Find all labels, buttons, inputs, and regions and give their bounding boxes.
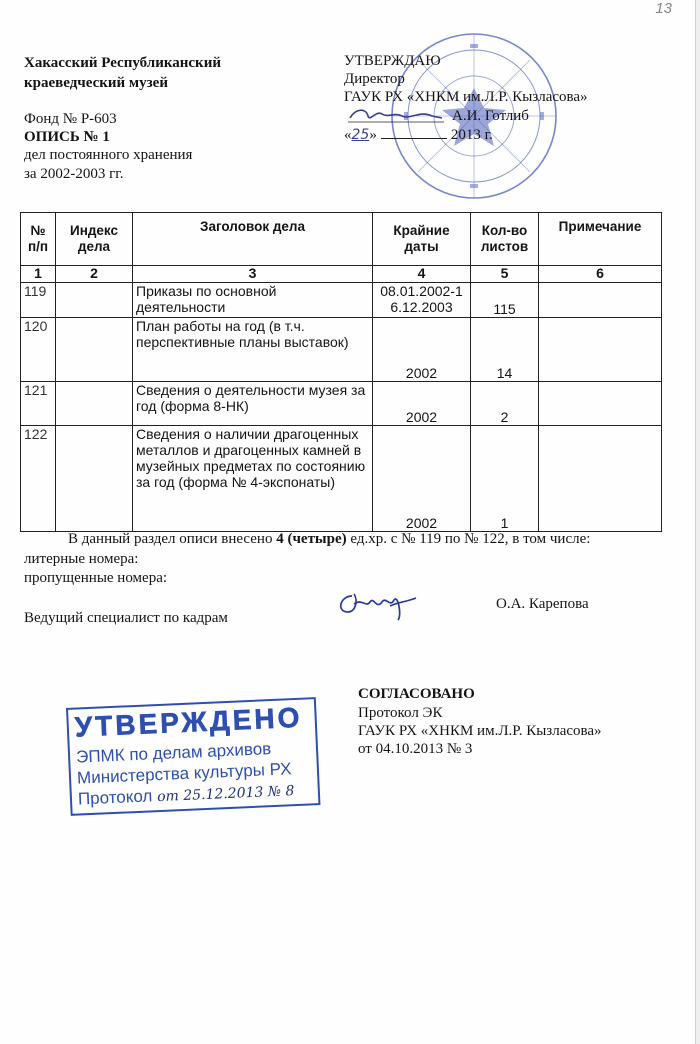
- row-index: [56, 283, 133, 318]
- signer-position: Ведущий специалист по кадрам: [24, 610, 228, 626]
- row-dates: 2002: [373, 318, 471, 382]
- row-sheets: 14: [471, 318, 539, 382]
- stamp-line-2: Министерства культуры РХ: [76, 759, 292, 788]
- approval-date-close: »: [369, 127, 377, 143]
- col-number-2: 2: [56, 266, 133, 283]
- approval-position: Директор: [344, 71, 405, 87]
- agreed-line-1: Протокол ЭК: [358, 705, 443, 721]
- row-dates: 2002: [373, 382, 471, 426]
- row-title: План работы на год (в т.ч. перспективные планы выставок): [133, 318, 373, 382]
- stamp-protocol-handwritten: от 25.12.2013 № 8: [156, 783, 295, 806]
- approval-name: А.И. Готлиб: [452, 108, 529, 124]
- header-no: № п/п: [21, 213, 56, 266]
- approval-date-open: «: [344, 127, 352, 143]
- col-number-6: 6: [539, 266, 662, 283]
- inventory-table: [20, 212, 662, 532]
- row-note: [539, 382, 662, 426]
- summary-suffix: ед.хр. с № 119 по № 122, в том числе:: [350, 531, 591, 547]
- org-line-1: Хакасский Республиканский: [24, 55, 221, 71]
- col-number-4: 4: [373, 266, 471, 283]
- specialist-signature-icon: [332, 586, 422, 622]
- stamp-protocol-label: Протокол: [77, 786, 153, 809]
- row-index: [56, 382, 133, 426]
- opis-subtitle-2: за 2002-2003 гг.: [24, 166, 124, 182]
- table-row: [21, 426, 662, 532]
- summary-count: 4 (четыре): [276, 531, 347, 547]
- stamp-line-1: ЭПМК по делам архивов: [75, 739, 272, 767]
- row-title: Приказы по основной деятельности: [133, 283, 373, 318]
- row-index: [56, 318, 133, 382]
- agreed-line-3: от 04.10.2013 № 3: [358, 741, 473, 757]
- col-number-5: 5: [471, 266, 539, 283]
- stamp-frame: [66, 697, 320, 816]
- agreed-line-2: ГАУК РХ «ХНКМ им.Л.Р. Кызласова»: [358, 723, 602, 739]
- row-sheets: 115: [471, 283, 539, 318]
- row-no: 121: [21, 382, 56, 426]
- opis-subtitle-1: дел постоянного хранения: [24, 147, 193, 163]
- row-no: 119: [21, 283, 56, 318]
- row-sheets: 1: [471, 426, 539, 532]
- approval-date-month-line: [381, 126, 447, 139]
- signer-name: О.А. Карепова: [496, 596, 589, 612]
- approval-title: УТВЕРЖДАЮ: [344, 53, 441, 69]
- page-edge: [696, 0, 700, 1044]
- director-signature-icon: [346, 104, 446, 126]
- table-row: [21, 283, 662, 318]
- fond-number: Фонд № Р-603: [24, 111, 117, 127]
- summary-prefix: В данный раздел описи внесено: [68, 531, 273, 547]
- column-number-row: [21, 266, 662, 283]
- row-sheets: 2: [471, 382, 539, 426]
- org-line-2: краеведческий музей: [24, 75, 168, 91]
- approval-date-year: 2013 г.: [450, 127, 493, 143]
- row-dates: 2002: [373, 426, 471, 532]
- table-header-row: [21, 213, 662, 266]
- literal-numbers: литерные номера:: [24, 551, 139, 567]
- page-number: 13: [655, 0, 672, 17]
- summary-line: [68, 531, 590, 548]
- row-title: Сведения о наличии драгоценных металлов и драгоценных камней в музейных предметах по состоянию за год (форма № 4-экспонаты): [133, 426, 373, 532]
- header-index: Индекс дела: [56, 213, 133, 266]
- agreed-title: СОГЛАСОВАНО: [358, 686, 475, 702]
- col-number-1: 1: [21, 266, 56, 283]
- row-no: 122: [21, 426, 56, 532]
- approval-date: [344, 126, 493, 144]
- opis-title: ОПИСЬ № 1: [24, 129, 110, 145]
- header-title: Заголовок дела: [133, 213, 373, 266]
- stamp-title: УТВЕРЖДЕНО: [74, 701, 303, 743]
- row-dates: 08.01.2002-16.12.2003: [373, 283, 471, 318]
- page-edge-line: [695, 0, 696, 1044]
- table-row: [21, 382, 662, 426]
- row-no: 120: [21, 318, 56, 382]
- approval-stamp: [66, 701, 318, 818]
- header-note: Примечание: [539, 213, 662, 266]
- header-dates: Крайние даты: [373, 213, 471, 266]
- row-note: [539, 426, 662, 532]
- table-row: [21, 318, 662, 382]
- row-note: [539, 318, 662, 382]
- missing-numbers: пропущенные номера:: [24, 570, 168, 586]
- row-title: Сведения о деятельности музея за год (форма 8-НК): [133, 382, 373, 426]
- row-note: [539, 283, 662, 318]
- col-number-3: 3: [133, 266, 373, 283]
- row-index: [56, 426, 133, 532]
- header-sheets: Кол-во листов: [471, 213, 539, 266]
- approval-org: ГАУК РХ «ХНКМ им.Л.Р. Кызласова»: [344, 89, 588, 105]
- approval-date-day: 25: [351, 127, 370, 143]
